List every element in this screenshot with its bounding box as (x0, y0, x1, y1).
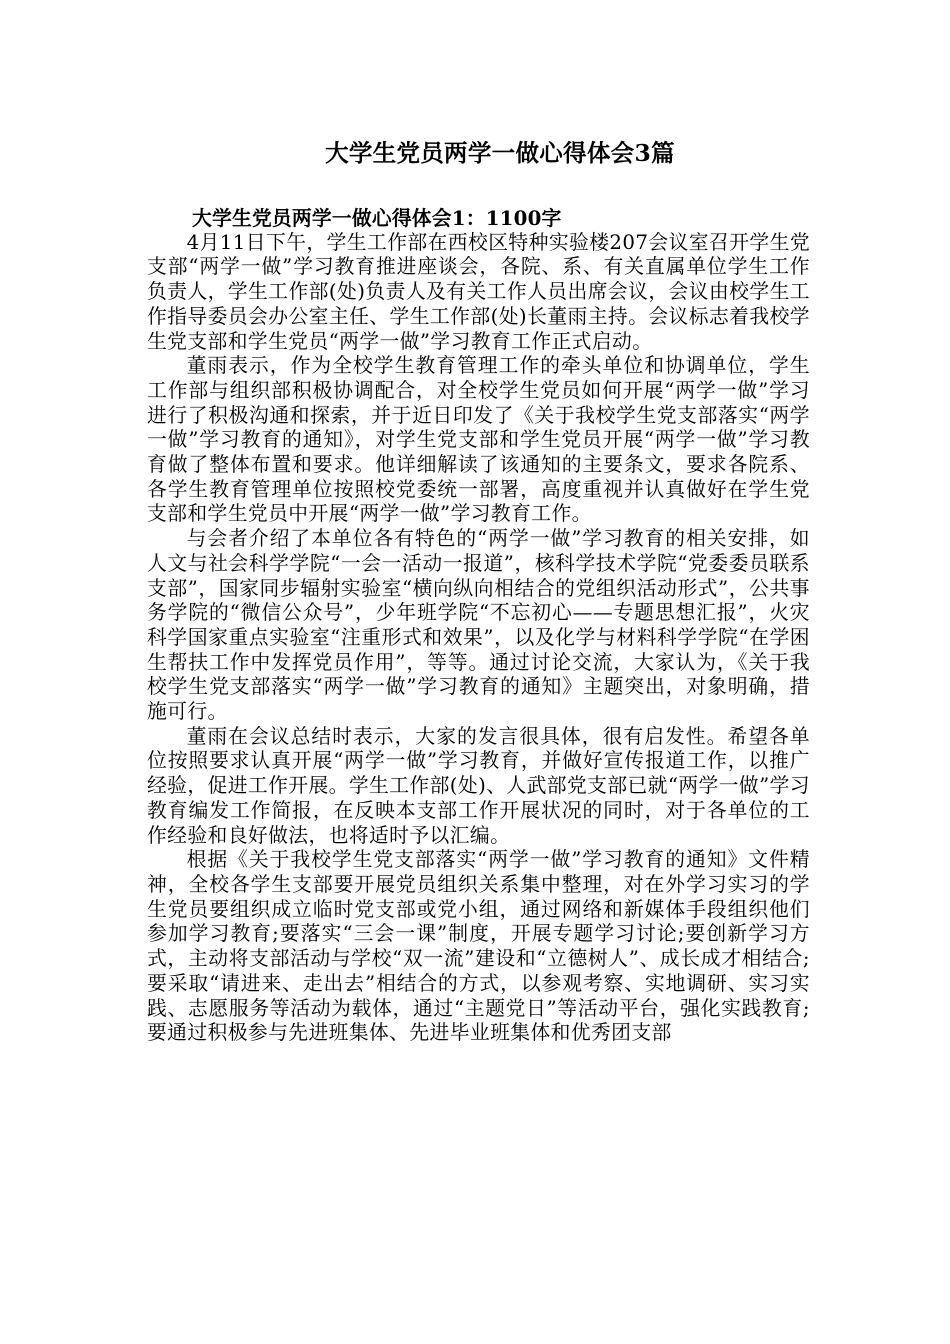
document-body (147, 206, 810, 1046)
paragraph-5: 根据《关于我校学生党支部落实“两学一做”学习教育的通知》文件精神，全校各学生支部要开展党员组织关系集中整理，对在外学习实习的学生党员要组织成立临时党支部或党小组，通过网络和新媒体手段组织他们参加学习教育;要落实“三会一课”制度，开展专题学习讨论;要创新学习方式，主动将支部活动与学校“双一流”建设和“立德树人”、成长成才相结合;要采取“请进来、走出去”相结合的方式，以参观考察、实地调研、实习实践、志愿服务等活动为载体，通过“主题党日”等活动平台，强化实践教育;要通过积极参与先进班集体、先进毕业班集体和优秀团支部 (147, 848, 810, 1045)
paragraph-3: 与会者介绍了本单位各有特色的“两学一做”学习教育的相关安排，如人文与社会科学学院“一会一活动一报道”，核科学技术学院“党委委员联系支部”，国家同步辐射实验室“横向纵向相结合的党组织活动形式”，公共事务学院的“微信公众号”，少年班学院“不忘初心——专题思想汇报”，火灾科学国家重点实验室“注重形式和效果”，以及化学与材料科学学院“在学困生帮扶工作中发挥党员作用”，等等。通过讨论交流，大家认为，《关于我校学生党支部落实“两学一做”学习教育的通知》主题突出，对象明确，措施可行。 (147, 527, 810, 724)
section-heading: 大学生党员两学一做心得体会1：1100字 (192, 206, 562, 230)
paragraph-1: 4月11日下午，学生工作部在西校区特种实验楼207会议室召开学生党支部“两学一做”学习教育推进座谈会，各院、系、有关直属单位学生工作负责人，学生工作部(处)负责人及有关工作人员出席会议，会议由校学生工作指导委员会办公室主任、学生工作部(处)长董雨主持。会议标志着我校学生党支部和学生党员“两学一做”学习教育工作正式启动。 (147, 230, 810, 353)
paragraph-4: 董雨在会议总结时表示，大家的发言很具体，很有启发性。希望各单位按照要求认真开展“两学一做”学习教育，并做好宣传报道工作，以推广经验，促进工作开展。学生工作部(处)、人武部党支部已就“两学一做”学习教育编发工作简报，在反映本支部工作开展状况的同时，对于各单位的工作经验和良好做法，也将适时予以汇编。 (147, 724, 810, 847)
paragraph-2: 董雨表示，作为全校学生教育管理工作的牵头单位和协调单位，学生工作部与组织部积极协调配合，对全校学生党员如何开展“两学一做”学习进行了积极沟通和探索，并于近日印发了《关于我校学生党支部落实“两学一做”学习教育的通知》，对学生党支部和学生党员开展“两学一做”学习教育做了整体布置和要求。他详细解读了该通知的主要条文，要求各院系、各学生教育管理单位按照校党委统一部署，高度重视并认真做好在学生党支部和学生党员中开展“两学一做”学习教育工作。 (147, 354, 810, 526)
document-title: 大学生党员两学一做心得体会3篇 (325, 139, 675, 167)
